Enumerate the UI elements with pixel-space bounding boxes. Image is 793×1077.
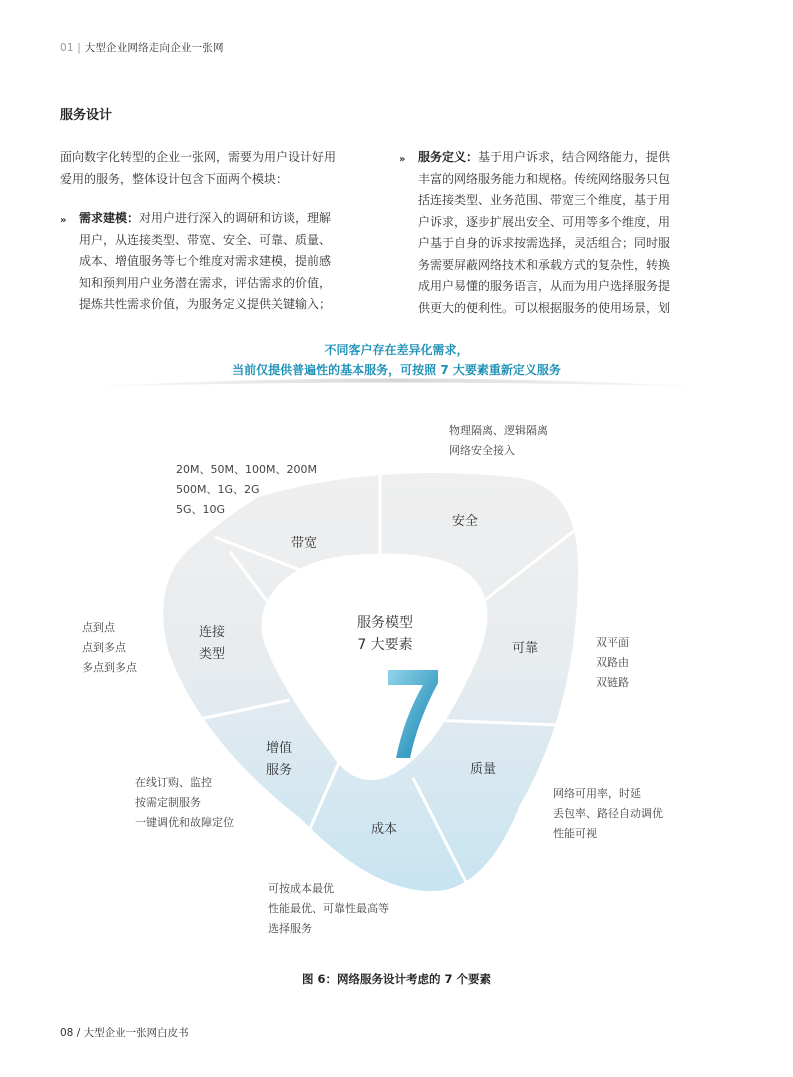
header-separator: | (73, 42, 85, 54)
annotation-cost (268, 879, 389, 939)
annotation-bandwidth (176, 460, 317, 520)
annotation-line: 500M、1G、2G (176, 483, 260, 496)
banner-line-1: 不同客户存在差异化需求， (324, 343, 469, 357)
page-number: 08 (60, 1027, 74, 1039)
annotation-line: 点到点 (82, 621, 115, 634)
bullet-line: 对用户进行深入的调研和访谈，理解 (139, 211, 332, 225)
annotation-line: 丢包率、路径自动调优 (553, 807, 663, 820)
bullet-label: 服务定义： (418, 150, 479, 164)
annotation-line: 物理隔离、逻辑隔离 (449, 424, 548, 437)
bullet-line: 户诉求，逐步扩展出安全、可用等多个维度，用 (418, 214, 671, 229)
intro-line: 爱用的服务，整体设计包含下面两个模块： (60, 171, 289, 186)
bullet-line: 用户，从连接类型、带宽、安全、可靠、质量、 (79, 232, 332, 247)
service-definition-bullet (418, 147, 718, 319)
segment-cost: 成本 (370, 822, 397, 837)
segment-bandwidth: 带宽 (290, 536, 317, 551)
bullet-line: 供更大的便利性。可以根据服务的使用场景，划 (418, 300, 671, 315)
bullet-line: 知和预判用户业务潜在需求，评估需求的价值， (79, 275, 332, 290)
annotation-line: 可按成本最优 (268, 882, 334, 895)
banner-shadow (0, 370, 793, 390)
segment-label-line: 增值 (265, 741, 292, 756)
page-footer (60, 1025, 189, 1040)
chapter-number: 01 (60, 42, 74, 54)
running-header (60, 40, 224, 55)
annotation-line: 一键调优和故障定位 (135, 816, 234, 829)
annotation-line: 按需定制服务 (135, 796, 201, 809)
bullet-line: 成本、增值服务等七个维度对需求建模，提前感 (79, 254, 332, 268)
annotation-line: 点到多点 (82, 641, 126, 654)
annotation-line: 选择服务 (268, 922, 312, 935)
annotation-line: 性能最优、可靠性最高等 (268, 902, 389, 915)
annotation-line: 双链路 (596, 676, 629, 689)
segment-label-line: 类型 (198, 647, 225, 662)
annotation-line: 网络安全接入 (449, 444, 515, 457)
bullet-line: 基于用户诉求，结合网络能力，提供 (478, 150, 671, 164)
figure-caption: 图 6：网络服务设计考虑的 7 个要素 (301, 972, 491, 986)
bullet-mark: » (399, 154, 406, 165)
intro-line: 面向数字化转型的企业一张网，需要为用户设计好用 (60, 150, 337, 164)
bullet-line: 提炼共性需求价值，为服务定义提供关键输入； (79, 297, 332, 311)
header-title: 大型企业网络走向企业一张网 (84, 42, 224, 54)
segment-reliable: 可靠 (511, 641, 538, 656)
footer-title: 大型企业一张网白皮书 (83, 1027, 189, 1039)
annotation-line: 网络可用率，时延 (553, 787, 641, 800)
footer-separator: / (73, 1027, 84, 1039)
bullet-line: 户基于自身的诉求按需选择，灵活组合；同时服 (418, 236, 671, 250)
requirement-modeling-bullet (79, 208, 379, 316)
annotation-line: 性能可视 (553, 827, 597, 840)
segment-connection-type (172, 622, 252, 666)
annotation-quality (553, 784, 663, 844)
annotation-line: 双路由 (596, 656, 629, 669)
bullet-line: 务需要屏蔽网络技术和承载方式的复杂性，转换 (418, 257, 671, 272)
segment-label-line: 服务 (265, 763, 292, 778)
section-title: 服务设计 (60, 108, 113, 123)
annotation-value-added (135, 773, 234, 833)
segment-label-line: 连接 (198, 625, 225, 640)
segment-value-added (239, 738, 319, 782)
bullet-line: 成用户易懂的服务语言，从而为用户选择服务提 (418, 279, 671, 293)
bullet-mark: » (60, 215, 67, 226)
intro-paragraph (60, 147, 380, 190)
center-title-line-2: 7 大要素 (357, 637, 413, 653)
annotation-connection (82, 618, 137, 678)
annotation-security (449, 421, 548, 461)
bullet-line: 丰富的网络服务能力和规格。传统网络服务只包 (418, 171, 671, 186)
bullet-line: 括连接类型、业务范围、带宽三个维度，基于用 (418, 193, 671, 207)
annotation-line: 多点到多点 (82, 661, 137, 674)
annotation-line: 20M、50M、100M、200M (176, 463, 317, 476)
banner-line-2: 当前仅提供普遍性的基本服务，可按照 7 大要素重新定义服务 (232, 363, 561, 377)
annotation-line: 双平面 (596, 636, 629, 649)
annotation-line: 5G、10G (176, 503, 226, 516)
annotation-line: 在线订购、监控 (135, 776, 212, 789)
bullet-label: 需求建模： (79, 211, 140, 225)
segment-security: 安全 (451, 514, 478, 529)
segment-quality: 质量 (469, 762, 496, 777)
annotation-reliable (596, 633, 629, 693)
center-title-line-1: 服务模型 (357, 615, 413, 631)
